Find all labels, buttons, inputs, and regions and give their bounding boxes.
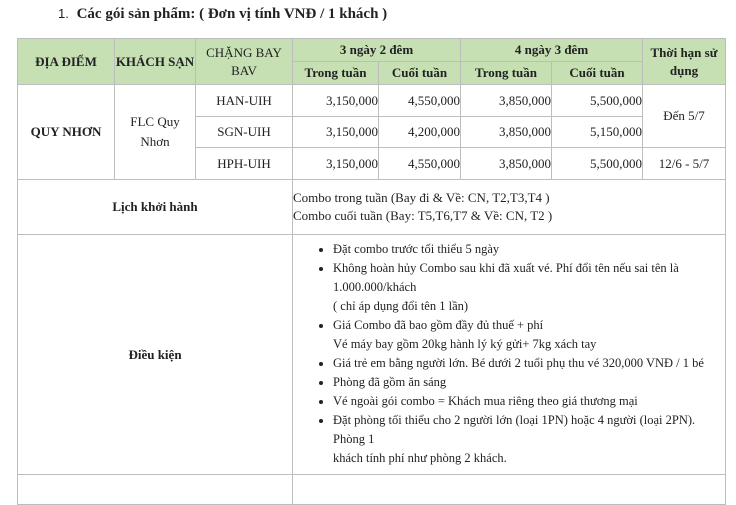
section-number: 1. [58, 6, 69, 21]
header-validity: Thời hạn sử dụng [643, 39, 726, 85]
header-3d2n-weekday: Trong tuần [293, 62, 379, 85]
price-cell: 3,150,000 [293, 148, 379, 180]
price-cell: 5,500,000 [552, 85, 643, 117]
table-row-empty [18, 475, 726, 505]
list-item: • Vé ngoài gói combo = Khách mua riêng theo giá thương mại [333, 392, 721, 411]
header-location: ĐỊA ĐIỂM [18, 39, 115, 85]
header-4d3n-weekday: Trong tuần [461, 62, 552, 85]
route-cell: SGN-UIH [196, 117, 293, 148]
conditions-details [293, 235, 726, 475]
conditions-row [18, 235, 726, 475]
list-item: • Phòng đã gồm ăn sáng [333, 373, 721, 392]
header-hotel: KHÁCH SẠN [115, 39, 196, 85]
schedule-weekend: Combo cuối tuần (Bay: T5,T6,T7 & Về: CN, T2 ) [293, 208, 553, 223]
list-item: • Không hoàn hủy Combo sau khi đã xuất vé. Phí đổi tên nếu sai tên là 1.000.000/khách ( chỉ áp dụng đổi tên 1 lần) [333, 259, 721, 316]
section-heading [58, 6, 387, 23]
header-3d2n-weekend: Cuối tuần [379, 62, 461, 85]
price-cell: 3,850,000 [461, 148, 552, 180]
header-route: CHẶNG BAY BAV [196, 39, 293, 85]
route-cell: HPH-UIH [196, 148, 293, 180]
price-cell: 3,150,000 [293, 117, 379, 148]
header-4d3n-weekend: Cuối tuần [552, 62, 643, 85]
list-item: • Đặt phòng tối thiểu cho 2 người lớn (loại 1PN) hoặc 4 người (loại 2PN). Phòng 1 khách tính phí như phòng 2 khách. [333, 411, 721, 468]
price-cell: 4,200,000 [379, 117, 461, 148]
price-cell: 3,850,000 [461, 85, 552, 117]
price-cell: 5,500,000 [552, 148, 643, 180]
header-package-3d2n: 3 ngày 2 đêm [293, 39, 461, 62]
hotel-cell: FLC Quy Nhơn [115, 85, 196, 180]
schedule-weekday: Combo trong tuần (Bay đi & Về: CN, T2,T3,T4 ) [293, 190, 550, 205]
list-item: • Giá Combo đã bao gồm đầy đủ thuế + phí Vé máy bay gồm 20kg hành lý ký gửi+ 7kg xách tay [333, 316, 721, 354]
price-cell: 5,150,000 [552, 117, 643, 148]
price-cell: 4,550,000 [379, 148, 461, 180]
price-cell: 3,850,000 [461, 117, 552, 148]
validity-cell: 12/6 - 5/7 [643, 148, 726, 180]
route-cell: HAN-UIH [196, 85, 293, 117]
list-item: • Đặt combo trước tối thiểu 5 ngày [333, 240, 721, 259]
list-item: • Giá trẻ em bằng người lớn. Bé dưới 2 tuổi phụ thu vé 320,000 VNĐ / 1 bé [333, 354, 721, 373]
price-cell: 3,150,000 [293, 85, 379, 117]
section-title: Các gói sản phẩm: ( Đơn vị tính VNĐ / 1 khách ) [76, 6, 388, 22]
location-cell: QUY NHƠN [18, 85, 115, 180]
schedule-details [293, 180, 726, 235]
price-table [17, 38, 726, 505]
table-row [18, 85, 726, 117]
conditions-list [293, 240, 721, 468]
schedule-row [18, 180, 726, 235]
validity-cell: Đến 5/7 [643, 85, 726, 148]
price-cell: 4,550,000 [379, 85, 461, 117]
header-package-4d3n: 4 ngày 3 đêm [461, 39, 643, 62]
conditions-label: Điều kiện [18, 235, 293, 475]
schedule-label: Lịch khởi hành [18, 180, 293, 235]
